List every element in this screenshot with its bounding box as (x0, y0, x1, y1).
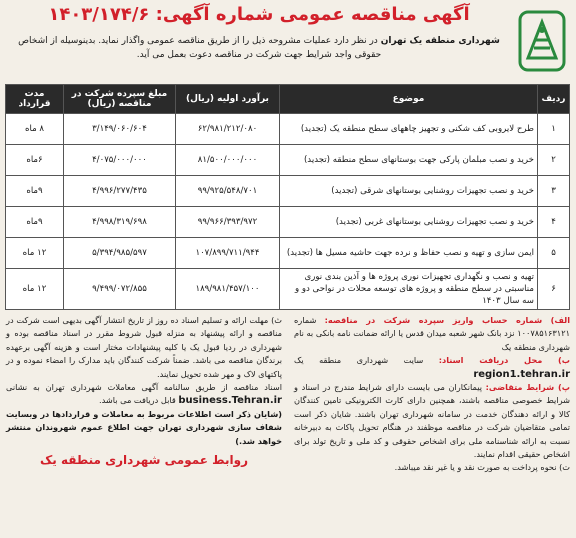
row-estimate: ۶۲/۹۸۱/۲۱۲/۰۸۰ (176, 114, 280, 145)
portal-tail: قابل دریافت می باشد. (98, 395, 176, 406)
public-relations-signature: روابط عمومی شهرداری منطقه یک (40, 453, 248, 468)
col-header-estimate: برآورد اولیه (ریال) (176, 85, 280, 114)
region-website-link[interactable]: region1.tehran.ir (473, 368, 570, 380)
row-estimate: ۹۹/۹۲۵/۵۴۸/۷۰۱ (176, 176, 280, 207)
table-row (6, 145, 570, 176)
col-header-deposit: مبلغ سپرده شرکت در مناقصه (ریال) (64, 85, 176, 114)
table-row (6, 176, 570, 207)
row-subject: خرید و نصب مبلمان پارکی جهت بوستانهای سطح منطقه (تجدید) (280, 145, 538, 176)
intro-text: در نظر دارد عملیات مشروحه ذیل را از طریق مناقصه عمومی واگذار نماید. بدینوسیله از اشخاص حقوقی واجد شرایط جهت شرکت در مناقصه دعوت بعمل می آید. (18, 36, 382, 60)
table-row (6, 238, 570, 269)
row-estimate: ۱۰۷/۸۹۹/۷۱۱/۹۴۴ (176, 238, 280, 269)
documents-text: سایت شهرداری منطقه یک (294, 355, 424, 366)
row-deposit: ۵/۳۹۴/۹۸۵/۵۹۷ (64, 238, 176, 269)
org-name: شهرداری منطقه یک تهران (380, 36, 500, 46)
table-row (6, 269, 570, 310)
notice-header (6, 4, 570, 84)
account-text: شماره ۱۰۰۷۸۵۱۶۳۱۲۱ نزد بانک شهر شعبه میدان قدس یا ارائه ضمانت نامه بانکی به نام شهرداری منطقه یک (294, 315, 570, 352)
portal-clause (6, 381, 282, 408)
conditions-right-column (288, 314, 570, 538)
documents-clause (294, 354, 570, 381)
table-header-row (6, 85, 570, 114)
row-number: ۳ (538, 176, 570, 207)
row-duration: ۸ ماه (6, 114, 64, 145)
col-header-row-number: ردیف (538, 85, 570, 114)
row-estimate: ۹۹/۹۶۶/۳۹۳/۹۷۲ (176, 207, 280, 238)
row-number: ۲ (538, 145, 570, 176)
row-deposit: ۳/۱۴۹/۰۶۰/۶۰۴ (64, 114, 176, 145)
title-text: آگهی مناقصه عمومی (279, 4, 470, 25)
row-deposit: ۴/۹۹۶/۲۷۷/۴۳۵ (64, 176, 176, 207)
row-subject: خرید و نصب تجهیزات روشنایی بوستانهای شرقی (تجدید) (280, 176, 538, 207)
applicant-clause (294, 381, 570, 461)
business-website-link[interactable]: business.Tehran.ir (178, 395, 282, 407)
applicant-text: پیمانکاران می بایست دارای شرایط مندرج در اسناد و شرایط خصوصی مناقصه باشند، همچنین دارای کارت الکترونیکی تامین کنندگان کالا و ارائه دهندگان خدمت در سامانه شهرداری تهران باشند. شایان ذکر است تمامی متقاضیان شرکت در مناقصه موظفند در هنگام تحویل پاکات به دبیرخانه نسبت به ارائه شناسنامه ملی برای اشخاص حقوقی و کد ملی و تاریخ تولد برای اشخاص حقیقی اقدام نمایند. (294, 382, 570, 460)
row-deposit: ۴/۰۷۵/۰۰۰/۰۰۰ (64, 145, 176, 176)
payment-clause: ت) نحوه پرداخت به صورت نقد و یا غیر نقد میباشد. (394, 462, 570, 473)
transparency-note: (شایان ذکر است اطلاعات مربوط به معاملات و قراردادها در وبسایت شفاف سازی شهرداری تهران جهت اطلاع عموم شهروندان منتشر خواهد شد.) (6, 408, 282, 446)
row-estimate: ۸۱/۵۰۰/۰۰۰/۰۰۰ (176, 145, 280, 176)
account-label: الف) شماره حساب واریز سپرده شرکت در مناقصه: (324, 315, 570, 325)
notice-number-label: شماره آگهی: (155, 4, 274, 25)
notice-number: ۱۴۰۳/۱۷۴/۶ (48, 4, 150, 25)
row-duration: ۱۲ ماه (6, 269, 64, 310)
documents-label: ب) محل دریافت اسناد: (438, 355, 570, 366)
row-duration: ۱۲ ماه (6, 238, 64, 269)
col-header-subject: موضوع (280, 85, 538, 114)
row-subject: تهیه و نصب و نگهداری تجهیزات نوری پروژه ها و آذین بندی نوری مناسبتی در سطح منطقه و پروژه های توسعه محلات در نواحی دو و سه سال ۱۴۰۳ (280, 269, 538, 310)
row-deposit: ۹/۴۹۹/۰۷۲/۸۵۵ (64, 269, 176, 310)
deadline-clause: ث) مهلت ارائه و تسلیم اسناد ده روز از تاریخ انتشار آگهی بدیهی است شرکت در مناقصه و ارائه پیشنهاد به منزله قبول شروط مقرر در اسناد مناقصه بوده و شهرداری در ردیا قبول یک یا کلیه پیشنهادات مختار است و هزینه آگهی برعهده برندگان مناقصه می باشد. ضمناً شرکت کنندگان باید مدارک را امضاء نموده و در پاکتهای لاک و مهر شده تحویل نمایند. (6, 315, 282, 379)
row-number: ۴ (538, 207, 570, 238)
tender-table (5, 84, 570, 310)
intro-paragraph (12, 34, 506, 62)
row-deposit: ۴/۹۹۸/۳۱۹/۶۹۸ (64, 207, 176, 238)
row-subject: ایمن سازی و تهیه و نصب حفاظ و نرده جهت حاشیه مسیل ها (تجدید) (280, 238, 538, 269)
municipality-logo-icon (514, 8, 570, 76)
row-duration: ۹ماه (6, 207, 64, 238)
row-number: ۱ (538, 114, 570, 145)
row-estimate: ۱۸۹/۹۸۱/۴۵۷/۱۰۰ (176, 269, 280, 310)
account-clause (294, 314, 570, 354)
notice-title (12, 4, 506, 25)
applicant-label: پ) شرایط متقاضی: (485, 382, 570, 393)
conditions-left-column (6, 314, 288, 538)
conditions-section (6, 314, 570, 538)
row-subject: طرح لایروبی کف شکنی و تجهیز چاههای سطح منطقه یک (تجدید) (280, 114, 538, 145)
col-header-duration: مدت قرارداد (6, 85, 64, 114)
row-duration: ۹ماه (6, 176, 64, 207)
portal-text: اسناد مناقصه از طریق سالنامه آگهی معاملات شهرداری تهران به نشانی (6, 382, 282, 393)
row-subject: خرید و نصب تجهیزات روشنایی بوستانهای غربی (تجدید) (280, 207, 538, 238)
table-row (6, 114, 570, 145)
row-number: ۶ (538, 269, 570, 310)
row-number: ۵ (538, 238, 570, 269)
row-duration: ۶ماه (6, 145, 64, 176)
table-row (6, 207, 570, 238)
